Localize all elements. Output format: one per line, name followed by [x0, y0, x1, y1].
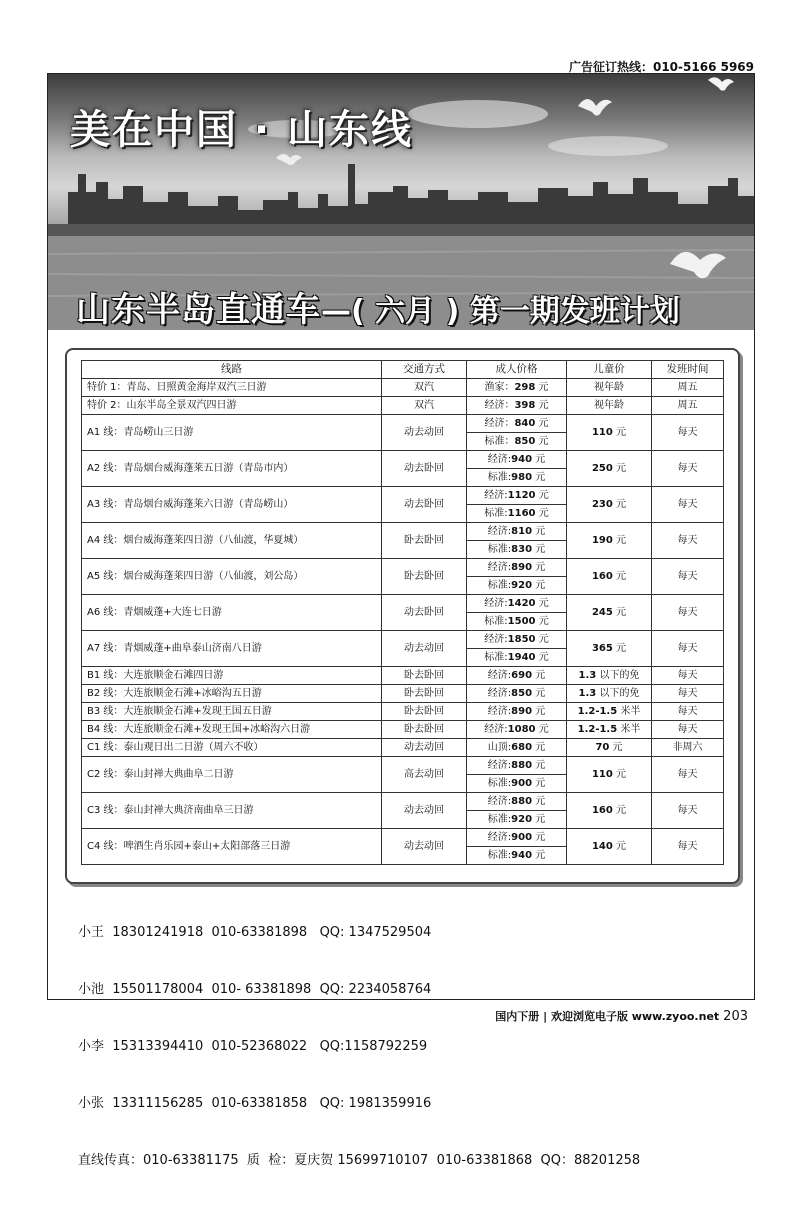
price-line	[467, 379, 566, 396]
price-label: 经济:	[487, 760, 512, 771]
child-price-value: 1.2-1.5	[577, 724, 618, 735]
price-label: 标准:	[487, 850, 512, 861]
child-price-cell	[567, 595, 652, 631]
table-row	[82, 379, 724, 397]
schedule-cell: 每天	[652, 487, 724, 523]
price-value: 940	[511, 850, 533, 861]
contact-line: 小张 13311156285 010-63381858 QQ: 1981359916	[78, 1096, 432, 1111]
child-price-cell	[567, 487, 652, 523]
price-line	[467, 649, 566, 666]
price-label: 经济：	[484, 418, 515, 429]
child-price-value: 视年龄	[594, 382, 624, 393]
transport-cell: 动去卧回	[382, 595, 467, 631]
route-cell: A2 线：青岛烟台威海蓬莱五日游（青岛市内）	[82, 451, 382, 487]
transport-cell: 卧去卧回	[382, 703, 467, 721]
schedule-cell: 周五	[652, 379, 724, 397]
adult-price-cell	[467, 631, 567, 667]
banner-subtitle	[76, 282, 680, 330]
adult-price-cell	[467, 667, 567, 685]
route-cell: A4 线：烟台威海蓬莱四日游（八仙渡，华夏城）	[82, 523, 382, 559]
price-line	[467, 793, 566, 811]
child-price-unit: 元	[612, 742, 623, 753]
transport-cell: 卧去卧回	[382, 685, 467, 703]
table-body	[82, 379, 724, 865]
table-row	[82, 559, 724, 595]
contact-line: 小王 18301241918 010-63381898 QQ: 1347529504	[78, 925, 432, 940]
price-line	[467, 667, 566, 684]
adult-price-cell	[467, 397, 567, 415]
price-unit: 元	[538, 724, 549, 735]
price-line	[467, 595, 566, 613]
price-label: 山顶:	[487, 742, 512, 753]
child-price-value: 190	[591, 535, 613, 546]
route-cell: C3 线：泰山封禅大典济南曲阜三日游	[82, 793, 382, 829]
price-line	[467, 415, 566, 433]
contact-line: 小池 15501178004 010- 63381898 QQ: 2234058764	[78, 982, 432, 997]
price-unit: 元	[538, 634, 549, 645]
price-unit: 元	[535, 670, 546, 681]
schedule-cell: 每天	[652, 595, 724, 631]
price-label: 经济:	[487, 796, 512, 807]
route-cell: 特价 2：山东半岛全景双汽四日游	[82, 397, 382, 415]
price-value: 298	[514, 382, 536, 393]
price-unit: 元	[538, 652, 549, 663]
price-unit: 元	[538, 616, 549, 627]
price-label: 经济:	[487, 526, 512, 537]
adult-price-cell	[467, 595, 567, 631]
price-value: 850	[514, 436, 536, 447]
child-price-cell	[567, 829, 652, 865]
schedule-cell: 每天	[652, 523, 724, 559]
price-unit: 元	[535, 580, 546, 591]
table-row	[82, 397, 724, 415]
adult-price-cell	[467, 415, 567, 451]
price-line	[467, 631, 566, 649]
schedule-table	[81, 360, 724, 865]
price-line	[467, 685, 566, 702]
table-row	[82, 415, 724, 451]
child-price-unit: 元	[616, 535, 627, 546]
table-row	[82, 685, 724, 703]
price-value: 890	[511, 562, 533, 573]
transport-cell: 卧去卧回	[382, 721, 467, 739]
transport-cell: 动去动回	[382, 739, 467, 757]
price-value: 880	[511, 796, 533, 807]
table-row	[82, 703, 724, 721]
subtitle-tail: —( 六月 ) 第一期发班计划	[321, 294, 680, 329]
price-unit: 元	[535, 850, 546, 861]
table-row	[82, 523, 724, 559]
price-line	[467, 775, 566, 792]
schedule-cell: 周五	[652, 397, 724, 415]
table-row	[82, 757, 724, 793]
price-line	[467, 505, 566, 522]
child-price-unit: 元	[616, 499, 627, 510]
price-label: 经济:	[487, 670, 512, 681]
route-cell: 特价 1：青岛、日照黄金海岸双汽三日游	[82, 379, 382, 397]
price-unit: 元	[535, 544, 546, 555]
price-label: 经济:	[487, 832, 512, 843]
price-label: 经济:	[487, 562, 512, 573]
child-price-cell	[567, 415, 652, 451]
price-value: 920	[511, 814, 533, 825]
price-value: 398	[514, 400, 536, 411]
price-unit: 元	[535, 562, 546, 573]
route-cell: A1 线：青岛崂山三日游	[82, 415, 382, 451]
child-price-value: 视年龄	[594, 400, 624, 411]
transport-cell: 动去卧回	[382, 487, 467, 523]
transport-cell: 动去动回	[382, 793, 467, 829]
price-value: 900	[511, 778, 533, 789]
child-price-cell	[567, 721, 652, 739]
child-price-unit: 以下的免	[599, 688, 640, 699]
transport-cell: 动去卧回	[382, 451, 467, 487]
price-value: 690	[511, 670, 533, 681]
ad-hotline: 广告征订热线：010-5166 5969	[568, 60, 754, 74]
price-line	[467, 613, 566, 630]
route-cell: B4 线：大连旅顺金石滩+发现王国+冰峪沟六日游	[82, 721, 382, 739]
price-label: 经济:	[484, 724, 508, 735]
child-price-unit: 元	[616, 643, 627, 654]
child-price-unit: 元	[616, 571, 627, 582]
child-price-cell	[567, 559, 652, 595]
price-label: 经济:	[487, 454, 512, 465]
adult-price-cell	[467, 793, 567, 829]
child-price-value: 1.3	[578, 670, 597, 681]
price-value: 940	[511, 454, 533, 465]
child-price-unit: 元	[616, 841, 627, 852]
table-header-row	[82, 361, 724, 379]
child-price-unit: 米半	[620, 706, 641, 717]
header-adult-price: 成人价格	[467, 361, 567, 379]
transport-cell: 卧去卧回	[382, 559, 467, 595]
price-unit: 元	[535, 778, 546, 789]
price-label: 经济:	[487, 706, 512, 717]
transport-cell: 动去动回	[382, 415, 467, 451]
table-row	[82, 487, 724, 523]
price-unit: 元	[535, 472, 546, 483]
price-line	[467, 829, 566, 847]
price-label: 经济:	[487, 688, 512, 699]
price-label: 经济:	[484, 598, 508, 609]
price-label: 标准:	[484, 652, 508, 663]
child-price-cell	[567, 523, 652, 559]
price-line	[467, 523, 566, 541]
price-value: 1160	[507, 508, 536, 519]
schedule-cell: 每天	[652, 829, 724, 865]
child-price-value: 230	[591, 499, 613, 510]
footer-text: 国内下册 | 欢迎浏览电子版 www.zyoo.net	[495, 1010, 720, 1023]
price-label: 标准:	[487, 544, 512, 555]
price-label: 标准：	[484, 436, 515, 447]
price-value: 1850	[507, 634, 536, 645]
price-unit: 元	[535, 796, 546, 807]
adult-price-cell	[467, 487, 567, 523]
adult-price-cell	[467, 451, 567, 487]
price-value: 1080	[507, 724, 536, 735]
price-value: 920	[511, 580, 533, 591]
route-cell: A5 线：烟台威海蓬莱四日游（八仙渡，刘公岛）	[82, 559, 382, 595]
route-cell: B2 线：大连旅顺金石滩+冰峪沟五日游	[82, 685, 382, 703]
price-label: 经济：	[484, 400, 515, 411]
transport-cell: 高去动回	[382, 757, 467, 793]
transport-cell: 双汽	[382, 379, 467, 397]
child-price-cell	[567, 451, 652, 487]
price-value: 980	[511, 472, 533, 483]
schedule-cell: 每天	[652, 685, 724, 703]
header-schedule: 发班时间	[652, 361, 724, 379]
price-line	[467, 721, 566, 738]
price-unit: 元	[538, 418, 549, 429]
schedule-table-box	[65, 348, 740, 884]
route-cell: A6 线：青烟威蓬+大连七日游	[82, 595, 382, 631]
price-value: 850	[511, 688, 533, 699]
child-price-unit: 元	[616, 427, 627, 438]
price-unit: 元	[538, 400, 549, 411]
price-line	[467, 811, 566, 828]
child-price-value: 140	[591, 841, 613, 852]
child-price-cell	[567, 397, 652, 415]
child-price-value: 365	[591, 643, 613, 654]
banner-title: 美在中国 · 山东线	[70, 107, 414, 153]
route-cell: B3 线：大连旅顺金石滩+发现王国五日游	[82, 703, 382, 721]
price-line	[467, 469, 566, 486]
route-cell: A7 线：青烟威蓬+曲阜泰山济南八日游	[82, 631, 382, 667]
table-row	[82, 793, 724, 829]
price-label: 经济:	[484, 490, 508, 501]
price-line	[467, 451, 566, 469]
child-price-cell	[567, 793, 652, 829]
child-price-cell	[567, 667, 652, 685]
price-line	[467, 559, 566, 577]
price-value: 1500	[507, 616, 536, 627]
child-price-cell	[567, 631, 652, 667]
price-line	[467, 487, 566, 505]
schedule-cell: 每天	[652, 667, 724, 685]
route-cell: C1 线：泰山观日出二日游（周六不收）	[82, 739, 382, 757]
schedule-cell: 每天	[652, 703, 724, 721]
child-price-cell	[567, 379, 652, 397]
adult-price-cell	[467, 721, 567, 739]
price-line	[467, 757, 566, 775]
table-row	[82, 739, 724, 757]
transport-cell: 卧去卧回	[382, 667, 467, 685]
price-value: 890	[511, 706, 533, 717]
price-label: 标准:	[484, 508, 508, 519]
price-line	[467, 739, 566, 756]
adult-price-cell	[467, 703, 567, 721]
price-unit: 元	[535, 760, 546, 771]
child-price-unit: 元	[616, 769, 627, 780]
adult-price-cell	[467, 685, 567, 703]
price-value: 830	[511, 544, 533, 555]
table-row	[82, 451, 724, 487]
page-footer	[495, 1008, 748, 1024]
price-unit: 元	[538, 436, 549, 447]
table-row	[82, 829, 724, 865]
price-value: 810	[511, 526, 533, 537]
schedule-cell: 每天	[652, 757, 724, 793]
transport-cell: 动去动回	[382, 829, 467, 865]
price-label: 经济:	[484, 634, 508, 645]
header-route: 线路	[82, 361, 382, 379]
child-price-value: 250	[591, 463, 613, 474]
route-cell: C4 线：啤酒生肖乐园+泰山+太阳部落三日游	[82, 829, 382, 865]
child-price-value: 110	[591, 427, 613, 438]
banner	[48, 74, 754, 330]
adult-price-cell	[467, 523, 567, 559]
child-price-value: 160	[591, 571, 613, 582]
price-line	[467, 433, 566, 450]
child-price-value: 1.3	[578, 688, 597, 699]
price-line	[467, 541, 566, 558]
header-transport: 交通方式	[382, 361, 467, 379]
schedule-cell: 每天	[652, 451, 724, 487]
price-line	[467, 703, 566, 720]
schedule-cell: 非周六	[652, 739, 724, 757]
child-price-unit: 元	[616, 805, 627, 816]
child-price-cell	[567, 703, 652, 721]
child-price-cell	[567, 739, 652, 757]
child-price-value: 245	[591, 607, 613, 618]
price-unit: 元	[535, 454, 546, 465]
contact-list	[78, 885, 640, 1208]
child-price-unit: 元	[616, 463, 627, 474]
child-price-unit: 以下的免	[599, 670, 640, 681]
price-value: 1420	[507, 598, 536, 609]
contact-line: 小李 15313394410 010-52368022 QQ:1158792259	[78, 1039, 428, 1054]
price-label: 标准:	[487, 814, 512, 825]
price-line	[467, 847, 566, 864]
price-line	[467, 577, 566, 594]
price-value: 900	[511, 832, 533, 843]
price-label: 标准:	[484, 616, 508, 627]
transport-cell: 卧去卧回	[382, 523, 467, 559]
child-price-value: 70	[595, 742, 610, 753]
transport-cell: 动去动回	[382, 631, 467, 667]
route-cell: B1 线：大连旅顺金石滩四日游	[82, 667, 382, 685]
price-unit: 元	[535, 688, 546, 699]
table-row	[82, 631, 724, 667]
price-value: 880	[511, 760, 533, 771]
adult-price-cell	[467, 739, 567, 757]
price-value: 840	[514, 418, 536, 429]
child-price-unit: 元	[616, 607, 627, 618]
price-label: 标准:	[487, 778, 512, 789]
table-row	[82, 721, 724, 739]
price-unit: 元	[535, 706, 546, 717]
child-price-unit: 米半	[620, 724, 641, 735]
schedule-cell: 每天	[652, 721, 724, 739]
price-label: 渔家：	[484, 382, 515, 393]
price-label: 标准:	[487, 580, 512, 591]
contact-line: 直线传真：010-63381175 质 检：夏庆贺 15699710107 010-63381868 QQ：88201258	[78, 1153, 641, 1168]
price-value: 1120	[507, 490, 536, 501]
child-price-cell	[567, 685, 652, 703]
adult-price-cell	[467, 829, 567, 865]
price-unit: 元	[538, 508, 549, 519]
transport-cell: 双汽	[382, 397, 467, 415]
price-unit: 元	[535, 526, 546, 537]
child-price-value: 1.2-1.5	[577, 706, 618, 717]
child-price-value: 160	[591, 805, 613, 816]
price-value: 680	[511, 742, 533, 753]
price-unit: 元	[538, 382, 549, 393]
schedule-cell: 每天	[652, 631, 724, 667]
price-unit: 元	[538, 490, 549, 501]
table-row	[82, 595, 724, 631]
subtitle-main: 山东半岛直通车	[76, 290, 321, 330]
price-value: 1940	[507, 652, 536, 663]
price-unit: 元	[538, 598, 549, 609]
price-line	[467, 397, 566, 414]
price-unit: 元	[535, 814, 546, 825]
route-cell: A3 线：青岛烟台威海蓬莱六日游（青岛崂山）	[82, 487, 382, 523]
adult-price-cell	[467, 757, 567, 793]
price-unit: 元	[535, 832, 546, 843]
route-cell: C2 线：泰山封禅大典曲阜二日游	[82, 757, 382, 793]
table-row	[82, 667, 724, 685]
adult-price-cell	[467, 379, 567, 397]
schedule-cell: 每天	[652, 793, 724, 829]
price-unit: 元	[535, 742, 546, 753]
adult-price-cell	[467, 559, 567, 595]
schedule-cell: 每天	[652, 559, 724, 595]
page-number: 203	[723, 1009, 748, 1024]
child-price-cell	[567, 757, 652, 793]
header-child-price: 儿童价	[567, 361, 652, 379]
child-price-value: 110	[591, 769, 613, 780]
schedule-cell: 每天	[652, 415, 724, 451]
price-label: 标准:	[487, 472, 512, 483]
